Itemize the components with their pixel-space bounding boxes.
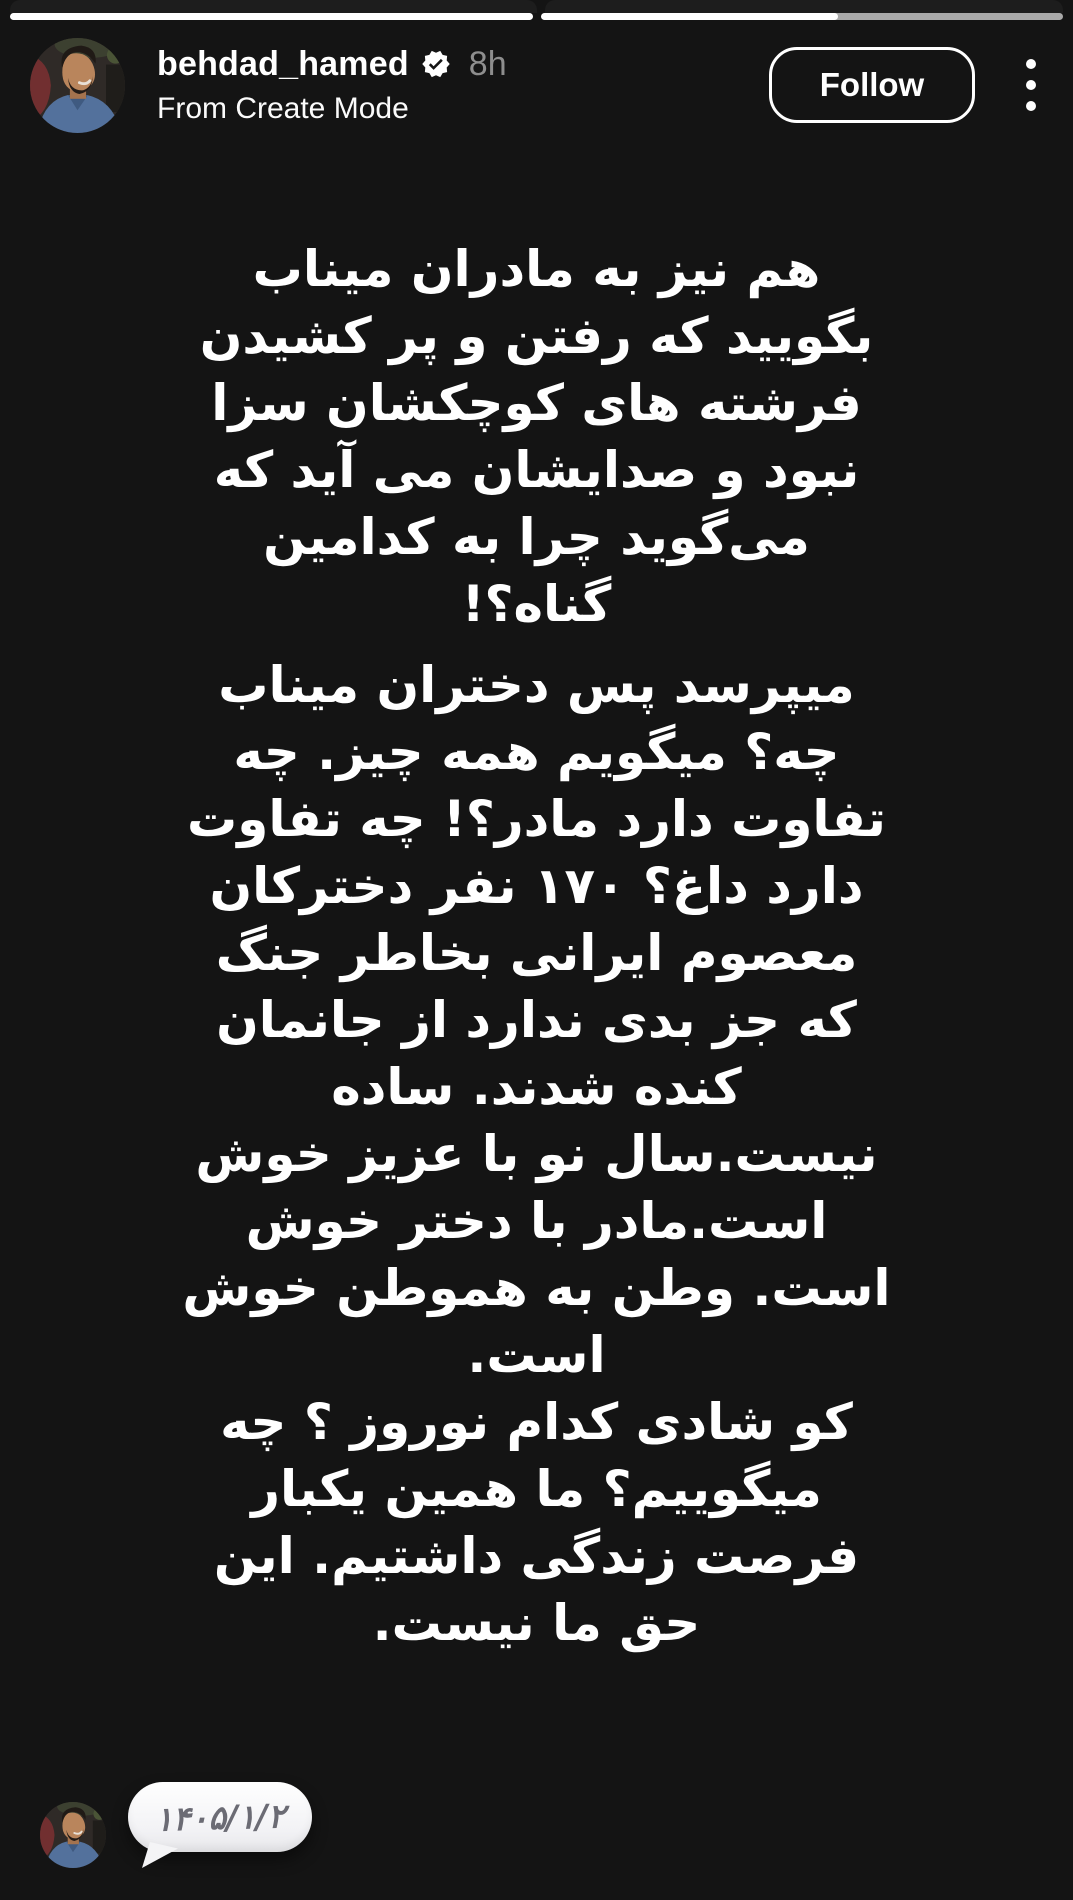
story-text-line: گناه؟! — [461, 575, 612, 633]
progress-fill-2 — [541, 13, 839, 20]
story-text-line: فرشته های کوچکشان سزا — [211, 374, 862, 432]
story-progress-bar — [10, 13, 1063, 20]
story-text-line: هم نیز به مادران میناب — [252, 240, 821, 298]
story-text-line: بگویید که رفتن و پر کشیدن — [199, 307, 874, 365]
story-text-line: تفاوت دارد مادر؟! چه تفاوت — [187, 790, 886, 848]
date-sticker-bubble — [128, 1782, 312, 1852]
story-text-line: است.مادر با دختر خوش — [245, 1192, 828, 1250]
avatar-photo — [30, 38, 125, 133]
story-timestamp: 8h — [468, 44, 507, 83]
story-text-line: که جز بدی ندارد از جانمان — [216, 991, 857, 1049]
story-text-line: نیست.سال نو با عزیز خوش — [195, 1125, 878, 1183]
story-text-line: است. وطن به هموطن خوش — [182, 1259, 891, 1317]
story-text-line: فرصت زندگی داشتیم. این — [213, 1527, 860, 1585]
story-text-content — [40, 236, 1033, 1657]
story-text-line: است. — [467, 1326, 606, 1384]
top-strip-right — [545, 0, 1063, 13]
avatar-photo — [40, 1802, 106, 1868]
follow-button[interactable]: Follow — [769, 47, 975, 123]
kebab-dot — [1026, 80, 1036, 90]
footer-avatar[interactable] — [40, 1802, 106, 1868]
header-info — [157, 45, 507, 126]
story-text-line: نبود و صدایشان می آید که — [213, 441, 860, 499]
progress-fill-1 — [10, 13, 533, 20]
story-header — [30, 36, 1043, 134]
story-text-line: می‌گوید چرا به کدامین — [263, 508, 810, 566]
verified-badge-icon — [421, 49, 451, 79]
kebab-dot — [1026, 101, 1036, 111]
progress-segment-1 — [10, 13, 533, 20]
persian-date: ۱۴۰۵/۱/۲ — [154, 1795, 286, 1839]
avatar[interactable] — [30, 38, 125, 133]
story-text-line: میپرسد پس دختران میناب — [218, 656, 855, 714]
create-mode-label: From Create Mode — [157, 91, 409, 125]
story-text-line: چه؟ میگویم همه چیز. چه — [233, 723, 840, 781]
story-text-line: کو شادی کدام نوروز ؟ چه — [220, 1393, 853, 1451]
story-text-line: میگوییم؟ ما همین یکبار — [251, 1460, 822, 1518]
story-text-line: معصوم ایرانی بخاطر جنگ — [215, 924, 858, 982]
progress-segment-2 — [541, 13, 1064, 20]
story-text-line: کنده شدند. ساده — [331, 1058, 742, 1116]
username[interactable]: behdad_hamed — [157, 44, 409, 83]
kebab-dot — [1026, 59, 1036, 69]
story-text-line: دارد داغ؟ ۱۷۰ نفر دخترکان — [209, 857, 864, 915]
more-options-icon[interactable] — [1019, 47, 1043, 123]
top-strip-left — [10, 0, 537, 13]
story-text-line: حق ما نیست. — [372, 1594, 701, 1652]
